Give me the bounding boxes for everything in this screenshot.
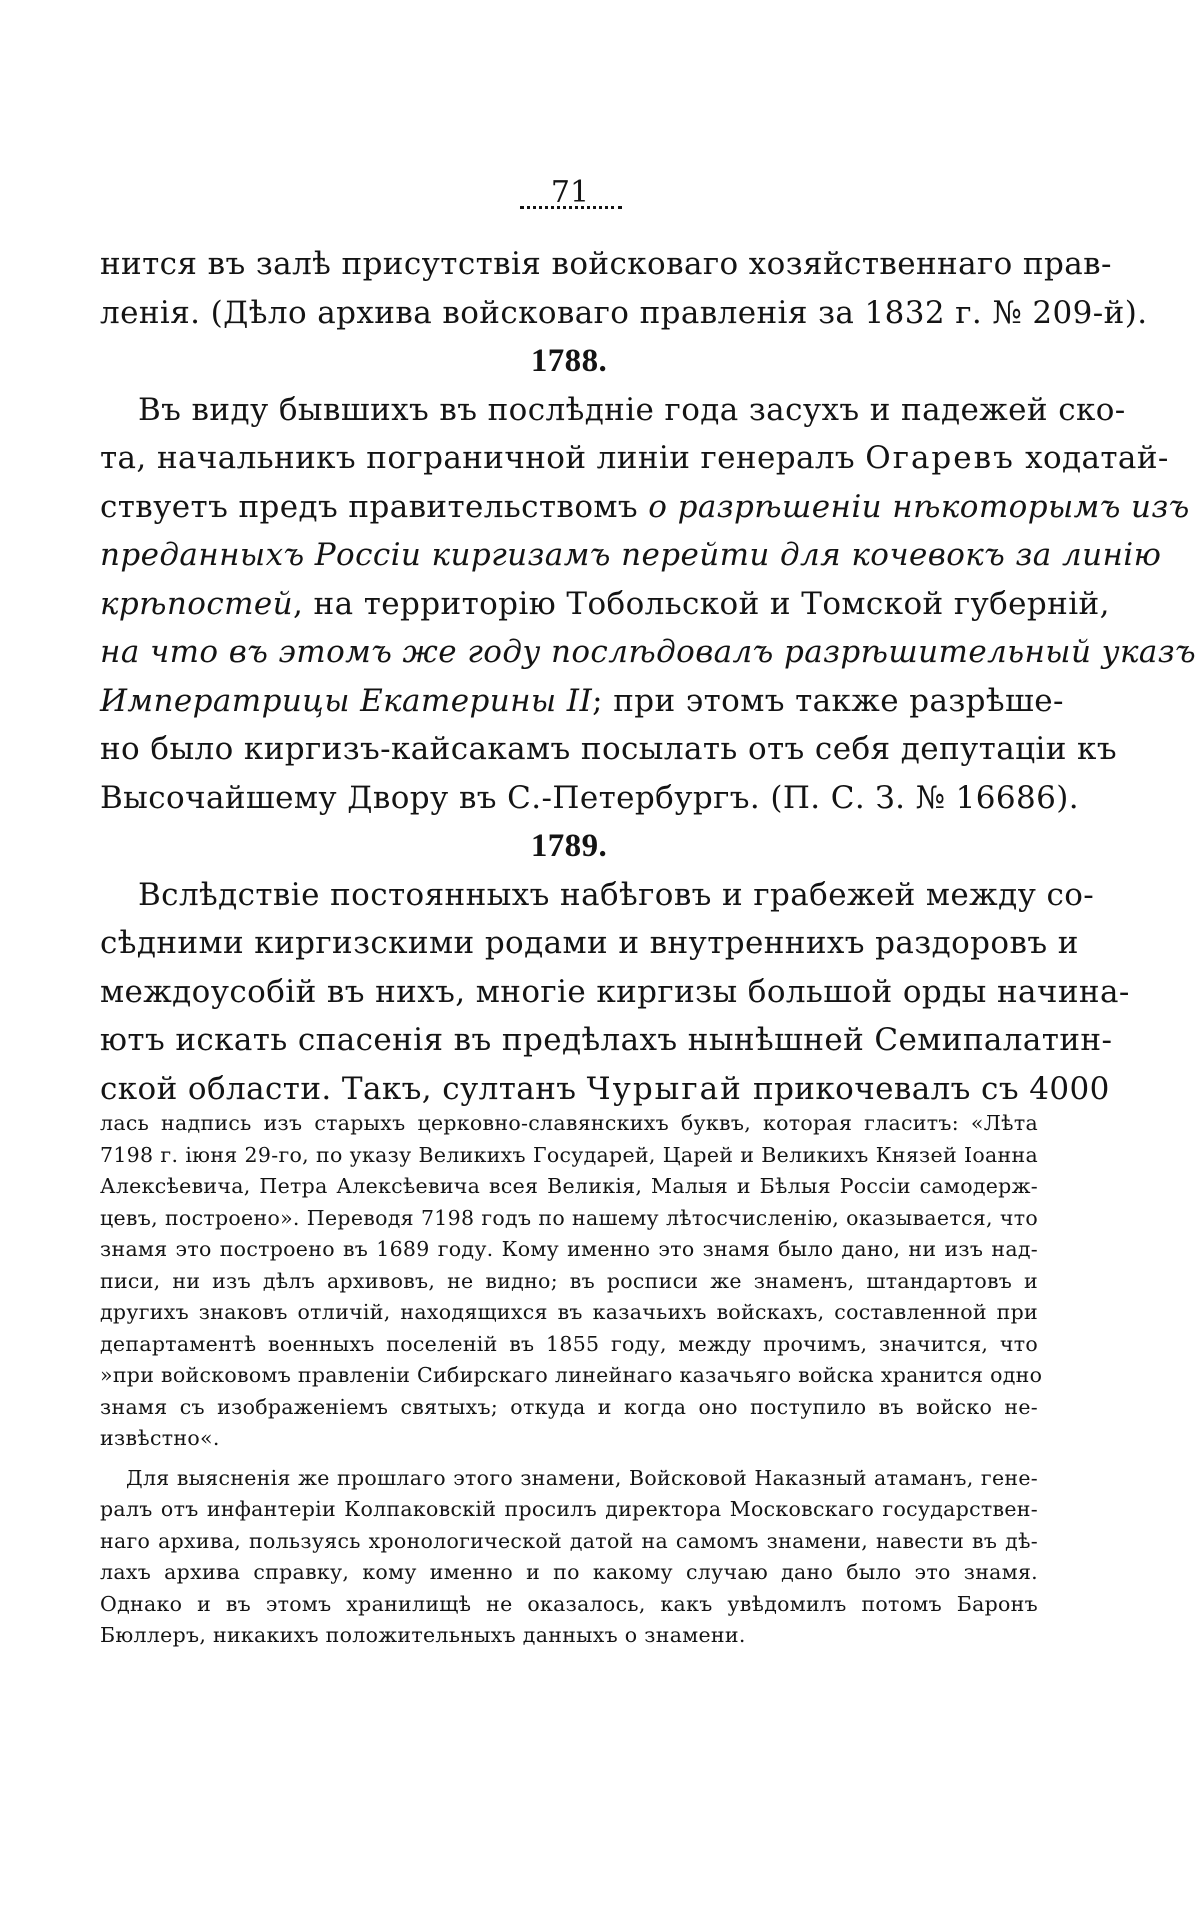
footnote-line: наго архива, пользуясь хронологической датой на самомъ знамени, навести въ дѣ- [100, 1528, 1038, 1553]
page-number-dotted-rule [520, 196, 622, 209]
footnote-line: другихъ знаковъ отличій, находящихся въ казачьихъ войскахъ, составленной при [100, 1300, 1038, 1324]
text-line: нится въ залѣ присутствія войсковаго хозяйственнаго прав- [100, 246, 1112, 282]
footnote-line: Для выясненія же прошлаго этого знамени, Войсковой Наказный атаманъ, гене- [126, 1465, 1038, 1490]
text-run: ствуетъ предъ правительствомъ [100, 488, 649, 525]
text-line [100, 580, 1110, 629]
footnote-line: »при войсковомъ правленіи Сибирскаго линейнаго казачьяго войска хранится одно [100, 1363, 1043, 1387]
text-run: ской области. Такъ, султанъ [100, 1070, 587, 1107]
text-run: та, начальникъ пограничной линіи генералъ [100, 440, 866, 476]
italic-run: о разрѣшеніи нѣкоторымъ изъ [648, 488, 1190, 525]
text-run: , на территорію Тобольской и Томской губерній, [293, 585, 1110, 622]
text-line [100, 1065, 1110, 1114]
footnotes [100, 1108, 1043, 1660]
footnote-line: извѣстно«. [100, 1426, 220, 1450]
text-line: ленія. (Дѣло архива войсковаго правленія за 1832 г. № 209-й). [100, 294, 1148, 331]
text-line: Вслѣдствіе постоянныхъ набѣговъ и грабежей между со- [138, 876, 1095, 913]
footnote-line: 7198 г. іюня 29-го, по указу Великихъ Государей, Царей и Великихъ Князей Іоанна [100, 1142, 1038, 1167]
page-number: 71 [550, 175, 590, 210]
text-line [100, 483, 1190, 532]
italic-run: преданныхъ Россіи киргизамъ перейти для кочевокъ за линію [100, 537, 1162, 573]
italic-run: крѣпостей [100, 585, 294, 622]
year-heading-1788: 1788. [530, 343, 608, 379]
text-line: междоусобій въ нихъ, многіе киргизы большой орды начина- [100, 973, 1130, 1010]
footnote-line: писи, ни изъ дѣлъ архивовъ, не видно; въ росписи же знаменъ, штандартовъ и [100, 1268, 1038, 1293]
footnote-paragraph-1 [100, 1108, 1043, 1455]
italic-run: Императрицы Екатерины II [100, 682, 593, 719]
text-line [100, 434, 1169, 483]
footnote-line: лась надпись изъ старыхъ церковно-славянскихъ буквъ, которая гласитъ: «Лѣта [100, 1111, 1038, 1135]
text-line [100, 531, 1162, 580]
footnote-line: знамя это построено въ 1689 году. Кому именно это знамя было дано, ни изъ над- [100, 1237, 1038, 1261]
footnote-line: департаментѣ военныхъ поселеній въ 1855 году, между прочимъ, значится, что [100, 1331, 1038, 1356]
footnote-line: цевъ, построено». Переводя 7198 годъ по нашему лѣтосчисленію, оказывается, что [100, 1205, 1038, 1230]
text-line: но было киргизъ-кайсакамъ посылать отъ себя депутаціи къ [100, 731, 1117, 767]
text-line: Высочайшему Двору въ С.-Петербургъ. (П. С. З. № 16686). [100, 779, 1080, 816]
text-line [100, 628, 1196, 677]
text-line [100, 677, 1064, 726]
footnote-line: ралъ отъ инфантеріи Колпаковскій просилъ директора Московскаго государствен- [100, 1497, 1038, 1521]
footnote-paragraph-2 [100, 1463, 1038, 1652]
footnote-line: Однако и въ этомъ хранилищѣ не оказалось, какъ увѣдомилъ потомъ Баронъ [100, 1591, 1038, 1616]
footnote-line: знамя съ изображеніемъ святыхъ; откуда и когда оно поступило въ войско не- [100, 1394, 1038, 1419]
year-heading-1789: 1789. [530, 828, 608, 864]
text-line: ютъ искать спасенія въ предѣлахъ нынѣшней Семипалатин- [100, 1022, 1113, 1058]
footnote-line: лахъ архива справку, кому именно и по какому случаю дано было это знамя. [100, 1560, 1038, 1584]
footnote-line: Бюллеръ, никакихъ положительныхъ данныхъ о знамени. [100, 1623, 746, 1647]
main-text [100, 240, 1196, 1113]
name-ogarev: Огаревъ [865, 440, 1015, 476]
text-run: ходатай- [1014, 440, 1169, 476]
italic-run: на что въ этомъ же году послѣдовалъ разрѣшительный указъ [100, 634, 1196, 670]
text-line: сѣдними киргизскими родами и внутреннихъ раздоровъ и [100, 925, 1079, 961]
name-churygai: Чурыгай [586, 1070, 743, 1107]
text-run: прикочевалъ съ 4000 [742, 1070, 1110, 1107]
footnote-line: Алексѣевича, Петра Алексѣевича всея Великія, Малыя и Бѣлыя Россіи самодерж- [100, 1174, 1038, 1198]
text-line: Въ виду бывшихъ въ послѣдніе года засухъ и падежей ско- [138, 391, 1126, 428]
text-run: ; при этомъ также разрѣше- [592, 682, 1064, 719]
